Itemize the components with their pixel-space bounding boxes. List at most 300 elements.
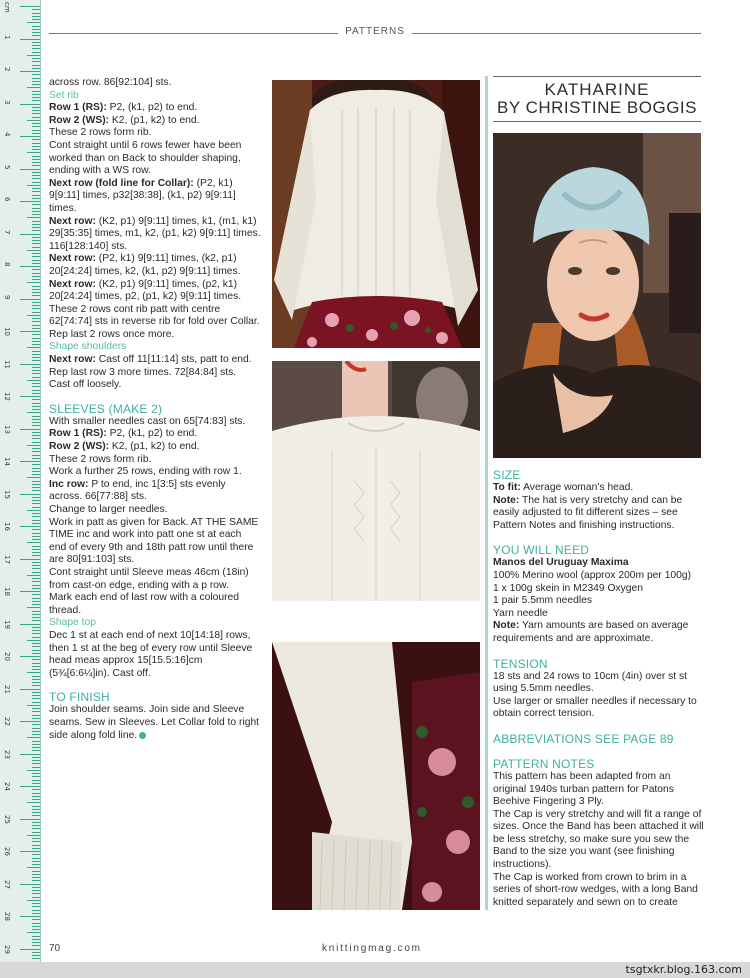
ruler-tick	[27, 835, 40, 836]
ruler-tick	[20, 559, 40, 560]
ruler-tick	[32, 19, 40, 20]
ruler-tick	[20, 916, 40, 917]
ruler-tick	[32, 464, 40, 465]
ruler-tick	[32, 767, 40, 768]
ruler-label: 11	[3, 359, 11, 369]
ruler-tick	[32, 780, 40, 781]
ruler-tick	[20, 689, 40, 690]
ruler-tick	[32, 302, 40, 303]
ruler-tick	[32, 295, 40, 296]
ruler-tick	[32, 497, 40, 498]
ruler-tick	[32, 630, 40, 631]
ruler-tick	[32, 97, 40, 98]
ruler-tick	[32, 162, 40, 163]
ruler-tick	[20, 71, 40, 72]
ruler-tick	[32, 377, 40, 378]
ruler-label: 29	[3, 944, 11, 954]
ruler-tick	[32, 806, 40, 807]
pattern-info-column	[493, 468, 705, 909]
ruler-tick	[32, 669, 40, 670]
ruler-tick	[32, 321, 40, 322]
ruler-tick	[32, 305, 40, 306]
ruler-tick	[32, 874, 40, 875]
ruler-tick	[32, 286, 40, 287]
ruler-tick	[27, 640, 40, 641]
pattern-title: KATHARINE	[544, 80, 650, 99]
ruler-tick	[20, 461, 40, 462]
ruler-tick	[20, 494, 40, 495]
ruler-tick	[32, 877, 40, 878]
ruler-tick	[32, 312, 40, 313]
ruler-tick	[20, 6, 40, 7]
ruler-tick	[32, 676, 40, 677]
ruler-tick	[32, 117, 40, 118]
ruler-label: 6	[3, 197, 11, 202]
ruler-tick	[32, 100, 40, 101]
ruler-tick	[32, 500, 40, 501]
ruler-tick	[32, 191, 40, 192]
instruction-inc-row: Inc row: P to end, inc 1[3:5] sts evenly across. 66[77:88] sts.	[49, 478, 226, 503]
ruler-tick	[27, 380, 40, 381]
instruction-next-row: Next row: (K2, p1) 9[9:11] times, k1, (m1, k1) 29[35:35] times, m1, k2, (p1, k2) 9[9:11] times. 116[128:140] sts.	[49, 215, 261, 252]
ruler-tick	[32, 601, 40, 602]
ruler-tick	[32, 568, 40, 569]
ruler-tick	[32, 48, 40, 49]
ruler-tick	[32, 796, 40, 797]
ruler-tick	[20, 851, 40, 852]
ruler-tick	[32, 175, 40, 176]
text-line: Work in patt as given for Back. AT THE SAME TIME inc and work into patt one st at each end of every 9th and 18th patt row until there are 80[91:103] sts.	[49, 516, 259, 566]
ruler-tick	[20, 364, 40, 365]
ruler-tick	[32, 74, 40, 75]
title-rule-top	[493, 76, 701, 77]
section-tension: TENSION	[493, 656, 548, 671]
ruler-tick	[32, 617, 40, 618]
ruler-tick	[32, 107, 40, 108]
ruler-tick	[20, 201, 40, 202]
ruler-tick	[32, 52, 40, 53]
ruler-tick	[32, 776, 40, 777]
ruler-tick	[32, 555, 40, 556]
ruler-tick	[32, 685, 40, 686]
ruler-label: 19	[3, 619, 11, 629]
ruler-tick	[32, 325, 40, 326]
ruler-tick	[32, 26, 40, 27]
ruler-tick	[32, 841, 40, 842]
ruler-tick	[32, 130, 40, 131]
ruler-tick	[32, 783, 40, 784]
ruler-tick	[32, 409, 40, 410]
ruler-label: 26	[3, 847, 11, 856]
ruler-tick	[32, 880, 40, 881]
text-line: Work a further 25 rows, ending with row 1.	[49, 466, 242, 478]
ruler-tick	[27, 737, 40, 738]
ruler-tick	[32, 646, 40, 647]
ruler-tick	[20, 169, 40, 170]
ruler-tick	[32, 256, 40, 257]
pattern-designer: BY CHRISTINE BOGGIS	[496, 98, 697, 117]
subheading-shape-top: Shape top	[49, 617, 96, 629]
end-mark-icon	[139, 732, 146, 739]
ruler-tick	[32, 182, 40, 183]
ruler-tick	[32, 695, 40, 696]
ruler-tick	[32, 237, 40, 238]
ruler-tick	[20, 721, 40, 722]
ruler-tick	[32, 110, 40, 111]
ruler-tick	[32, 793, 40, 794]
ruler-tick	[32, 773, 40, 774]
ruler-tick	[27, 705, 40, 706]
ruler-tick	[32, 94, 40, 95]
ruler-tick	[32, 133, 40, 134]
ruler-tick	[32, 715, 40, 716]
ruler-tick	[32, 247, 40, 248]
ruler-tick	[27, 607, 40, 608]
ruler-tick	[32, 926, 40, 927]
ruler-tick	[32, 789, 40, 790]
ruler-tick	[32, 659, 40, 660]
yarn-note: Note: Yarn amounts are based on average requirements and are approximate.	[493, 620, 689, 644]
ruler-tick	[32, 468, 40, 469]
ruler-tick	[32, 172, 40, 173]
ruler-label: 13	[3, 424, 11, 434]
ruler-tick	[32, 68, 40, 69]
ruler-tick	[32, 718, 40, 719]
website-url: knittingmag.com	[322, 943, 422, 954]
ruler-tick	[32, 406, 40, 407]
ruler-tick	[32, 403, 40, 404]
section-abbreviations: ABBREVIATIONS SEE PAGE 89	[493, 731, 674, 746]
ruler-label: 3	[3, 99, 11, 104]
ruler-tick	[20, 136, 40, 137]
ruler-tick	[32, 81, 40, 82]
ruler-tick	[32, 750, 40, 751]
text-line: Cont straight until 6 rows fewer have been worked than on Back to shoulder shaping, ending with a WS row.	[49, 139, 242, 177]
ruler-tick	[32, 838, 40, 839]
ruler-tick	[32, 724, 40, 725]
ruler-label: 15	[3, 489, 11, 499]
instruction-next-row: Next row: (K2, p1) 9[9:11] times, (p2, k1) 20[24:24] times, p2, (p1, k2) 9[9:11] times.	[49, 278, 242, 303]
ruler-tick	[32, 230, 40, 231]
text-line: The Cap is very stretchy and will fit a range of sizes. Once the Band has been attached it will be less stretchy, so make sure you sew the Band to the size you want (see finishing instructions).	[493, 808, 704, 871]
ruler-tick	[32, 146, 40, 147]
ruler-tick	[32, 458, 40, 459]
ruler-tick	[32, 903, 40, 904]
size-fit: To fit: Average woman’s head.	[493, 482, 634, 493]
text-line: Rep last 2 rows once more.	[49, 328, 175, 340]
ruler-tick	[27, 87, 40, 88]
section-to-finish: TO FINISH	[49, 690, 110, 705]
ruler-tick	[32, 435, 40, 436]
title-rule-bottom	[493, 121, 701, 122]
text-line: 1 pair 5.5mm needles	[493, 595, 593, 607]
ruler-tick	[32, 533, 40, 534]
ruler-tick	[32, 360, 40, 361]
ruler-tick	[32, 815, 40, 816]
ruler-tick	[32, 357, 40, 358]
ruler-tick	[32, 611, 40, 612]
ruler-tick	[32, 581, 40, 582]
ruler-tick	[32, 425, 40, 426]
ruler-tick	[32, 308, 40, 309]
ruler-tick	[27, 22, 40, 23]
ruler-tick	[27, 445, 40, 446]
ruler-tick	[32, 598, 40, 599]
photo-cardigan-back	[272, 80, 480, 348]
ruler-tick	[20, 526, 40, 527]
ruler-tick	[32, 585, 40, 586]
ruler-tick	[32, 936, 40, 937]
ruler-tick	[27, 932, 40, 933]
ruler-tick	[32, 549, 40, 550]
ruler-tick	[32, 861, 40, 862]
ruler-label: 1	[3, 34, 11, 39]
ruler-tick	[32, 552, 40, 553]
ruler-tick	[32, 702, 40, 703]
ruler-tick	[20, 819, 40, 820]
ruler-tick	[32, 945, 40, 946]
ruler-label: 2	[3, 67, 11, 72]
ruler-tick	[32, 958, 40, 959]
ruler-label: cm	[3, 2, 11, 13]
ruler-tick	[32, 224, 40, 225]
section-pattern-notes: PATTERN NOTES	[493, 756, 595, 771]
ruler-label: 27	[3, 879, 11, 889]
ruler-tick	[20, 104, 40, 105]
ruler-tick	[32, 260, 40, 261]
ruler-tick	[32, 955, 40, 956]
ruler-tick	[32, 825, 40, 826]
ruler-tick	[32, 318, 40, 319]
ruler-tick	[32, 451, 40, 452]
ruler-tick	[20, 299, 40, 300]
ruler-tick	[32, 341, 40, 342]
ruler-tick	[32, 390, 40, 391]
ruler-tick	[32, 276, 40, 277]
ruler-tick	[32, 760, 40, 761]
photo-sleeve-detail	[272, 642, 480, 910]
text-line: 18 sts and 24 rows to 10cm (4in) over st st using 5.5mm needles.	[493, 670, 688, 695]
ruler-tick	[32, 546, 40, 547]
ruler-tick	[32, 126, 40, 127]
ruler-tick	[32, 159, 40, 160]
ruler-tick	[32, 507, 40, 508]
ruler-tick	[27, 152, 40, 153]
ruler-tick	[32, 113, 40, 114]
ruler-tick	[27, 542, 40, 543]
ruler-tick	[32, 432, 40, 433]
text-line: Join shoulder seams. Join side and Sleeve seams. Sew in Sleeves. Let Collar fold to right side along fold line.	[49, 704, 260, 741]
ruler-label: 20	[3, 652, 11, 661]
ruler-tick	[32, 29, 40, 30]
ruler-tick	[32, 565, 40, 566]
ruler-tick	[32, 744, 40, 745]
ruler-tick	[32, 149, 40, 150]
page-number: 70	[49, 943, 61, 954]
instruction-next-row: Next row: Cast off 11[11:14] sts, patt to end.	[49, 354, 252, 366]
ruler-tick	[27, 217, 40, 218]
ruler-label: 21	[3, 684, 11, 694]
ruler-tick	[32, 35, 40, 36]
text-line: 100% Merino wool (approx 200m per 100g)	[493, 569, 692, 581]
text-line: These 2 rows form rib.	[49, 127, 152, 139]
text-line: These 2 rows cont rib patt with centre 62[74:74] sts in reverse rib for fold over Collar.	[49, 303, 260, 328]
ruler-tick	[32, 809, 40, 810]
header-rule-left	[49, 33, 338, 34]
ruler-tick	[32, 890, 40, 891]
ruler-tick	[20, 429, 40, 430]
ruler-tick	[27, 575, 40, 576]
ruler-tick	[20, 624, 40, 625]
ruler-tick	[32, 65, 40, 66]
instruction-row2: Row 2 (WS): K2, (p1, k2) to end.	[49, 441, 200, 453]
ruler-tick	[32, 351, 40, 352]
ruler-tick	[32, 653, 40, 654]
ruler-tick	[32, 741, 40, 742]
ruler-tick	[32, 373, 40, 374]
ruler-tick	[32, 939, 40, 940]
ruler-tick	[20, 39, 40, 40]
ruler-tick	[32, 734, 40, 735]
text-line: Rep last row 3 more times. 72[84:84] sts.	[49, 366, 237, 378]
ruler-tick	[32, 292, 40, 293]
ruler-tick	[32, 520, 40, 521]
ruler-tick	[32, 399, 40, 400]
ruler-tick	[32, 952, 40, 953]
ruler-tick	[32, 604, 40, 605]
text-line: Change to larger needles.	[49, 504, 168, 515]
ruler-label: 12	[3, 392, 11, 401]
ruler-tick	[27, 315, 40, 316]
ruler-tick	[32, 490, 40, 491]
ruler-tick	[32, 923, 40, 924]
ruler-tick	[32, 61, 40, 62]
ruler-tick	[32, 442, 40, 443]
ruler-label: 5	[3, 164, 11, 169]
ruler-tick	[32, 858, 40, 859]
ruler-tick	[20, 656, 40, 657]
ruler-tick	[20, 591, 40, 592]
ruler-tick	[32, 594, 40, 595]
ruler-tick	[32, 698, 40, 699]
section-you-will-need: YOU WILL NEED	[493, 543, 590, 558]
ruler-tick	[32, 910, 40, 911]
ruler-tick	[32, 663, 40, 664]
photo-sweater-front	[272, 361, 480, 601]
ruler-tick	[27, 867, 40, 868]
ruler-tick	[32, 513, 40, 514]
ruler-tick	[32, 354, 40, 355]
ruler-tick	[32, 195, 40, 196]
ruler-tick	[32, 165, 40, 166]
ruler-label: 16	[3, 522, 11, 531]
header-rule-right	[412, 33, 701, 34]
pattern-instructions-column	[49, 77, 261, 742]
ruler-tick	[32, 240, 40, 241]
ruler-tick	[27, 412, 40, 413]
ruler-tick	[32, 279, 40, 280]
ruler-tick	[32, 832, 40, 833]
ruler-tick	[32, 188, 40, 189]
ruler-tick	[32, 143, 40, 144]
ruler-tick	[32, 503, 40, 504]
size-note: Note: The hat is very stretchy and can be easily adjusted to fit different sizes – see Pattern Notes and finishing instructions.	[493, 494, 683, 531]
ruler-tick	[32, 471, 40, 472]
ruler-tick	[32, 227, 40, 228]
text-line: Yarn needle	[493, 607, 548, 619]
ruler-tick	[27, 55, 40, 56]
ruler-tick	[32, 757, 40, 758]
ruler-label: 10	[3, 327, 11, 336]
ruler-tick	[32, 45, 40, 46]
ruler-tick	[32, 929, 40, 930]
ruler-tick	[32, 854, 40, 855]
ruler-tick	[32, 438, 40, 439]
ruler-tick	[32, 666, 40, 667]
ruler-tick	[32, 822, 40, 823]
instruction-row2: Row 2 (WS): K2, (p1, k2) to end.	[49, 114, 200, 126]
ruler-tick	[32, 328, 40, 329]
ruler-tick	[32, 572, 40, 573]
ruler-tick	[32, 487, 40, 488]
ruler-label: 24	[3, 782, 11, 791]
ruler-label: 9	[3, 294, 11, 299]
text-line: Mark each end of last row with a coloured thread.	[49, 592, 240, 616]
ruler-tick	[27, 510, 40, 511]
ruler-tick	[32, 627, 40, 628]
ruler-tick	[32, 214, 40, 215]
ruler-tick	[32, 481, 40, 482]
ruler-tick	[20, 396, 40, 397]
ruler-tick	[32, 893, 40, 894]
ruler-tick	[20, 884, 40, 885]
ruler-tick	[32, 812, 40, 813]
ruler-tick	[32, 828, 40, 829]
ruler-tick	[32, 422, 40, 423]
ruler-tick	[32, 370, 40, 371]
ruler-label: 14	[3, 457, 11, 466]
ruler-tick	[32, 243, 40, 244]
ruler-tick	[27, 185, 40, 186]
ruler-tick	[32, 419, 40, 420]
ruler-tick	[32, 529, 40, 530]
instruction-next-row: Next row: (P2, k1) 9[9:11] times, (k2, p1) 20[24:24] times, k2, (k1, p2) 9[9:11] times.	[49, 253, 241, 277]
ruler-tick	[32, 383, 40, 384]
ruler-label: 8	[3, 262, 11, 267]
ruler-tick	[32, 523, 40, 524]
ruler-tick	[32, 692, 40, 693]
ruler-tick	[32, 731, 40, 732]
photo-turban-model	[493, 133, 701, 458]
watermark-text: tsgtxkr.blog.163.com	[625, 963, 742, 976]
ruler-tick	[32, 9, 40, 10]
yarn-name: Manos del Uruguay Maxima	[493, 557, 629, 569]
ruler-tick	[32, 211, 40, 212]
ruler-tick	[32, 887, 40, 888]
instruction-row1: Row 1 (RS): P2, (k1, p2) to end.	[49, 102, 198, 114]
ruler-tick	[32, 13, 40, 14]
ruler-tick	[27, 250, 40, 251]
text-line: 1 x 100g skein in M2349 Oxygen	[493, 582, 643, 594]
ruler-tick	[32, 386, 40, 387]
ruler-tick	[32, 539, 40, 540]
text-line: These 2 rows form rib.	[49, 453, 152, 465]
ruler-tick	[32, 578, 40, 579]
ruler-tick	[32, 139, 40, 140]
ruler-tick	[27, 120, 40, 121]
ruler-label: 18	[3, 587, 11, 596]
ruler-tick	[32, 178, 40, 179]
